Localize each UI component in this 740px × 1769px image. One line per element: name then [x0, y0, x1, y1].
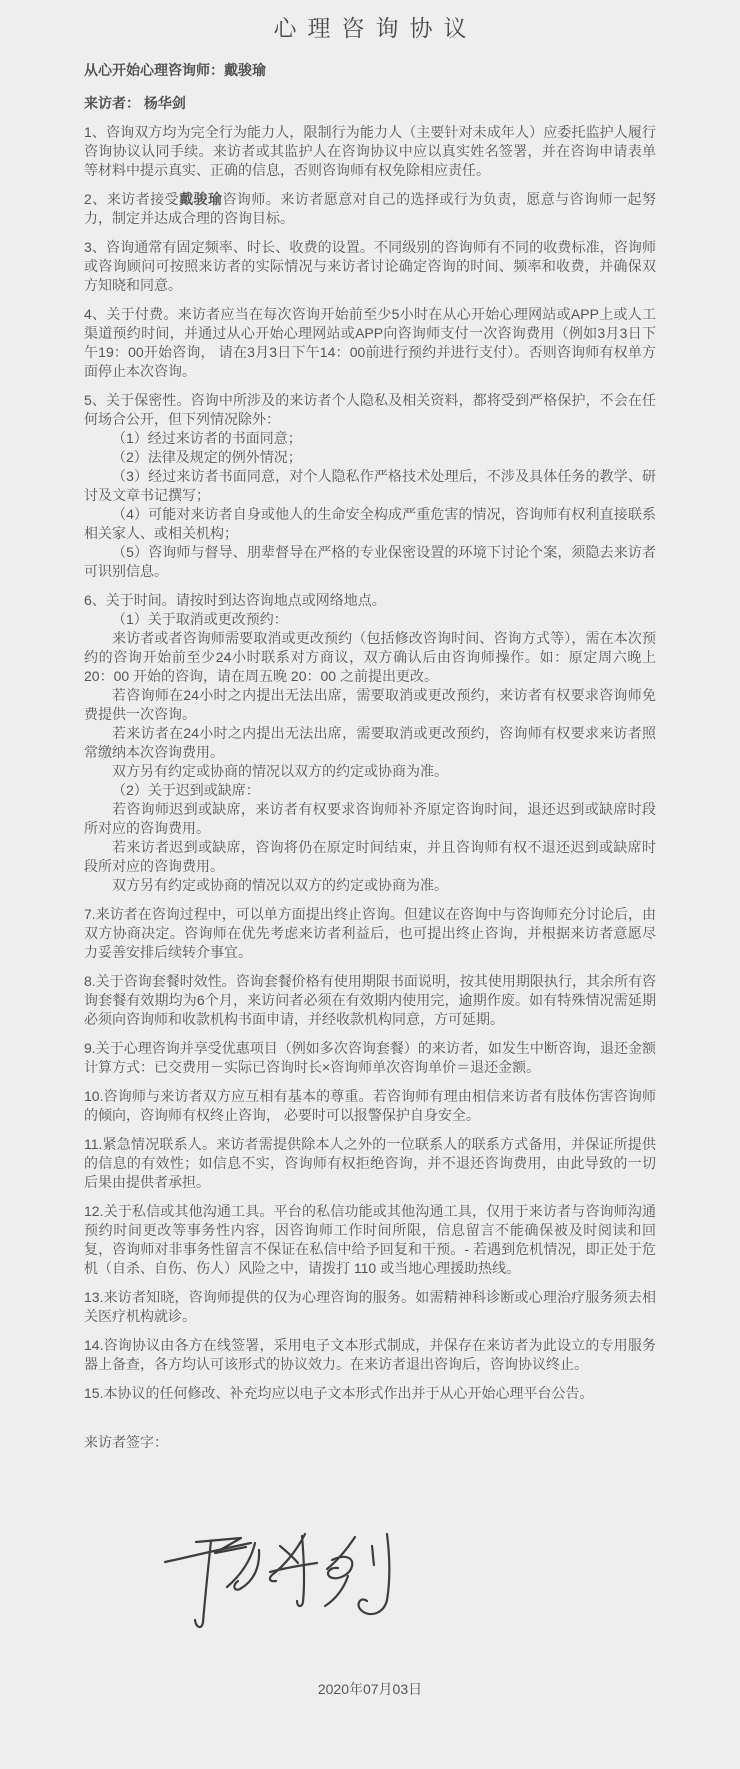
paragraph: 4、关于付费。来访者应当在每次咨询开始前至少5小时在从心开始心理网站或APP上或人工渠道预约时间，并通过从心开始心理网站或APP向咨询师支付一次咨询费用（例如3月3日下午19：00开始咨询， 请在3月3日下午14：00前进行预约并进行支付）。否则咨询师有权单方面停止本次咨询。: [84, 306, 656, 379]
counselor-line: 从心开始心理咨询师：戴骏瑜: [84, 62, 266, 78]
paragraph: 12.关于私信或其他沟通工具。平台的私信功能或其他沟通工具，仅用于来访者与咨询师沟通预约时间更改等事务性内容，因咨询师工作时间所限，信息留言不能确保被及时阅读和回复，咨询师对非事务性留言不保证在私信中给予回复和干预。- 若遇到危机情况，即正处于危机（自杀、自伤、伤人）风险之中，请拨打 110 或当地心理援助热线。: [84, 1203, 656, 1276]
sub-paragraph: 若来访者迟到或缺席，咨询将仍在原定时间结束，并且咨询师有权不退还迟到或缺席时段所对应的咨询费用。: [84, 839, 656, 874]
sub-paragraph: 来访者或者咨询师需要取消或更改预约（包括修改咨询时间、咨询方式等），需在本次预约的咨询开始前至少24小时联系对方商议，双方确认后由咨询师操作。如：原定周六晚上 20：00 开始的咨询，请在周五晚 20：00 之前提出更改。: [84, 630, 656, 684]
page-title: 心理咨询协议: [273, 15, 478, 41]
signature-date: 2020年07月03日: [317, 1681, 423, 1697]
paragraph: 2、来访者接受戴骏瑜咨询师。来访者愿意对自己的选择或行为负责，愿意与咨询师一起努力，制定并达成合理的咨询目标。: [84, 191, 657, 226]
paragraph: 10.咨询师与来访者双方应互相有基本的尊重。若咨询师有理由相信来访者有肢体伤害咨询师的倾向，咨询师有权终止咨询， 必要时可以报警保护自身安全。: [84, 1088, 656, 1123]
visitor-line: 来访者： 杨华剑: [84, 95, 186, 111]
sub-paragraph: 若来访者在24小时之内提出无法出席，需要取消或更改预约，咨询师有权要求来访者照常缴纳本次咨询费用。: [84, 725, 656, 760]
counselor-name-emphasis: 戴骏瑜: [179, 191, 223, 207]
paragraph: 7.来访者在咨询过程中，可以单方面提出终止咨询。但建议在咨询中与咨询师充分讨论后，由双方协商决定。咨询师在优先考虑来访者利益后，也可提出终止咨询，并根据来访者意愿尽力妥善安排后续转介事宜。: [84, 906, 656, 960]
paragraph: 5、关于保密性。咨询中所涉及的来访者个人隐私及相关资料，都将受到严格保护，不会在任何场合公开，但下列情况除外：: [84, 392, 656, 427]
signature-label: 来访者签字：: [84, 1434, 168, 1450]
sub-paragraph: （1）经过来访者的书面同意；: [112, 430, 302, 446]
paragraph: 1、咨询双方均为完全行为能力人，限制行为能力人（主要针对未成年人）应委托监护人履行咨询协议认同手续。来访者或其监护人在咨询协议中应以真实姓名签署，并在咨询申请表单等材料中提示真实、正确的信息，否则咨询师有权免除相应责任。: [84, 124, 656, 178]
paragraph: 3、咨询通常有固定频率、时长、收费的设置。不同级别的咨询师有不同的收费标准，咨询师或咨询顾问可按照来访者的实际情况与来访者讨论确定咨询的时间、频率和收费，并确保双方知晓和同意。: [84, 239, 656, 293]
sub-paragraph: （4）可能对来访者自身或他人的生命安全构成严重危害的情况，咨询师有权利直接联系相关家人、或相关机构；: [84, 506, 656, 541]
sub-paragraph: （5）咨询师与督导、朋辈督导在严格的专业保密设置的环境下讨论个案，须隐去来访者可识别信息。: [84, 544, 656, 579]
sub-paragraph: （3）经过来访者书面同意，对个人隐私作严格技术处理后，不涉及具体任务的教学、研讨及文章书记撰写；: [84, 468, 656, 503]
paragraph: 6、关于时间。请按时到达咨询地点或网络地点。: [84, 592, 386, 608]
sub-paragraph: 若咨询师在24小时之内提出无法出席，需要取消或更改预约，来访者有权要求咨询师免费提供一次咨询。: [84, 687, 656, 722]
sub-paragraph: （2）法律及规定的例外情况；: [112, 449, 302, 465]
sub-paragraph: 双方另有约定或协商的情况以双方的约定或协商为准。: [112, 763, 448, 779]
paragraph: 14.咨询协议由各方在线签署，采用电子文本形式制成，并保存在来访者为此设立的专用服务器上备查，各方均认可该形式的协议效力。在来访者退出咨询后，咨询协议终止。: [84, 1337, 656, 1372]
sub-paragraph: （2）关于迟到或缺席：: [112, 782, 260, 798]
paragraph: 9.关于心理咨询并享受优惠项目（例如多次咨询套餐）的来访者，如发生中断咨询，退还金额计算方式：已交费用－实际已咨询时长×咨询师单次咨询单价＝退还金额。: [84, 1040, 656, 1075]
sub-paragraph: （1）关于取消或更改预约：: [112, 611, 288, 627]
paragraph: 8.关于咨询套餐时效性。咨询套餐价格有使用期限书面说明，按其使用期限执行，其余所有咨询套餐有效期均为6个月，来访问者必须在有效期内使用完，逾期作废。如有特殊情况需延期必须向咨询师和收款机构书面申请，并经收款机构同意，方可延期。: [84, 973, 656, 1027]
sub-paragraph: 若咨询师迟到或缺席，来访者有权要求咨询师补齐原定咨询时间，退还迟到或缺席时段所对应的咨询费用。: [84, 801, 656, 836]
signature-drawing: [158, 1524, 400, 1640]
signature-area: [158, 1524, 400, 1640]
paragraph: 13.来访者知晓，咨询师提供的仅为心理咨询的服务。如需精神科诊断或心理治疗服务须去相关医疗机构就诊。: [84, 1289, 656, 1324]
agreement-body: [84, 123, 656, 1403]
sub-paragraph: 双方另有约定或协商的情况以双方的约定或协商为准。: [112, 877, 448, 893]
paragraph: 11.紧急情况联系人。来访者需提供除本人之外的一位联系人的联系方式备用，并保证所提供的信息的有效性；如信息不实，咨询师有权拒绝咨询，并不退还咨询费用，由此导致的一切后果由提供者承担。: [84, 1136, 656, 1190]
paragraph: 15.本协议的任何修改、补充均应以电子文本形式作出并于从心开始心理平台公告。: [84, 1385, 594, 1401]
